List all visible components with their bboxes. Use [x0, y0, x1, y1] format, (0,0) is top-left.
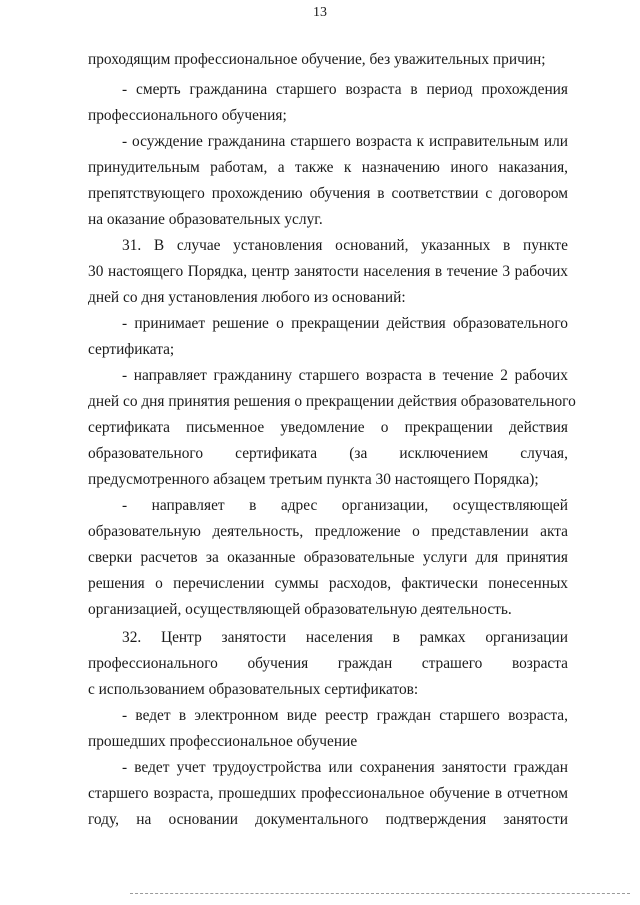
- text-line: старшего возраста, прошедших профессиональное обучение в отчетном: [88, 785, 568, 802]
- text-line: - осуждение гражданина старшего возраста к исправительным или: [122, 133, 568, 150]
- text-line: с использованием образовательных сертификатов:: [88, 681, 419, 698]
- text-line: профессионального обучения;: [88, 107, 287, 124]
- text-line: принудительным работам, а также к назначению иного наказания,: [88, 159, 568, 176]
- text-line: - ведет в электронном виде реестр граждан старшего возраста,: [122, 707, 568, 724]
- text-line: сертификата письменное уведомление о прекращении действия: [88, 419, 568, 436]
- text-line: 30 настоящего Порядка, центр занятости населения в течение 3 рабочих: [88, 263, 568, 280]
- page-number: 13: [313, 5, 327, 20]
- text-line: образовательного сертификата (за исключением случая,: [88, 445, 568, 462]
- text-line: - направляет в адрес организации, осуществляющей: [122, 497, 568, 514]
- text-line: предусмотренного абзацем третьим пункта 30 настоящего Порядка);: [88, 471, 539, 488]
- text-line: - принимает решение о прекращении действия образовательного: [122, 315, 568, 332]
- text-line: - направляет гражданину старшего возраста в течение 2 рабочих: [122, 367, 568, 384]
- text-line: - ведет учет трудоустройства или сохранения занятости граждан: [122, 759, 568, 776]
- text-line: прошедших профессиональное обучение: [88, 733, 358, 750]
- text-line: профессионального обучения граждан страшего возраста: [88, 655, 568, 672]
- text-line: дней со дня установления любого из оснований:: [88, 289, 406, 306]
- text-line: проходящим профессиональное обучение, без уважительных причин;: [88, 51, 546, 68]
- text-line: препятствующего прохождению обучения в соответствии с договором: [88, 185, 568, 202]
- text-line: году, на основании документального подтверждения занятости: [88, 811, 568, 828]
- text-line: сертификата;: [88, 341, 175, 358]
- text-line: организацией, осуществляющей образовательную деятельность.: [88, 601, 512, 618]
- scan-edge-divider: [130, 893, 630, 894]
- text-line: образовательную деятельность, предложение о представлении акта: [88, 523, 568, 540]
- text-line: сверки расчетов за оказанные образовательные услуги для принятия: [88, 549, 568, 566]
- text-line: - смерть гражданина старшего возраста в период прохождения: [122, 81, 568, 98]
- text-line: на оказание образовательных услуг.: [88, 211, 323, 228]
- text-line: решения о перечислении суммы расходов, фактически понесенных: [88, 575, 568, 592]
- text-line: 32. Центр занятости населения в рамках организации: [122, 629, 568, 646]
- text-line: дней со дня принятия решения о прекращении действия образовательного: [88, 393, 576, 410]
- text-line: 31. В случае установления оснований, указанных в пункте: [122, 237, 568, 254]
